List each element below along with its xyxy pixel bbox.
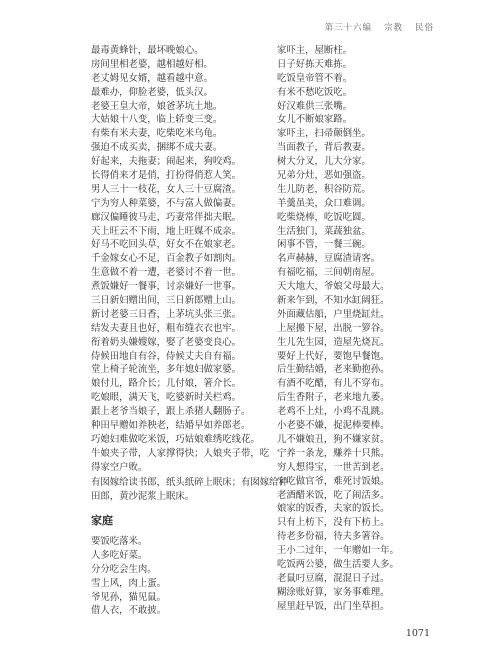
proverb-line: 要饭吃落米。	[91, 536, 148, 548]
proverb-line: 有柴有米夫妻，吃柴吃米乌龟。	[91, 128, 223, 140]
proverb-line: 好汉难供三张嘴。	[277, 100, 353, 112]
proverb-line: 结发夫妻且也好，粗布缝衣衣也牢。	[91, 322, 242, 334]
proverb-line: 堂上椅子轮流坐，多年媳妇做家婆。	[91, 364, 242, 376]
proverb-line: 吃饭皇帝管不着。	[277, 72, 353, 84]
proverb-line: 雪上风，肉上蛋。	[91, 577, 167, 589]
proverb-line: 老酒醋米饭，吃了闹活多。	[277, 489, 390, 501]
proverb-line: 长得俏来才是俏，打扮得俏惹人笑。	[91, 170, 242, 182]
proverb-line: 名声赫赫，豆腐渣请客。	[277, 253, 381, 265]
proverb-line: 树大分叉，儿大分家。	[277, 156, 371, 168]
proverb-line: 衔着奶头嫌嫂嫁，娶了老婆变良心。	[91, 336, 242, 348]
proverb-line: 要好上代好，要饱早餐饱。	[277, 350, 390, 362]
proverb-continuation: 得家空户败。	[91, 461, 148, 473]
proverb-line: 儿不嫌娘丑，狗不嫌家贫。	[277, 433, 390, 445]
proverb-line: 生儿防老，积谷防荒。	[277, 183, 371, 195]
proverb-line: 小老婆不嫌，捉泥棒要棒。	[277, 420, 390, 432]
proverb-line: 有酒不吃醋，有儿不穿布。	[277, 378, 390, 390]
proverb-line: 老婆王皇大帝，娘爸茅坑土地。	[91, 100, 223, 112]
proverb-line: 当面教子，背后教妻。	[277, 142, 371, 154]
proverb-line: 跟上老爷当娘子，跟上杀猪人翻肠子。	[91, 406, 251, 418]
proverb-line: 生意做不着一遭，老婆讨不着一世。	[91, 267, 242, 279]
proverb-line: 吃柴烧棒，吃饭吃圆。	[277, 211, 371, 223]
proverb-line: 王小二过年，一年赠如一年。	[277, 545, 399, 557]
proverb-line: 分分吃会生肉。	[91, 563, 157, 575]
proverb-line: 家吓主，屋断柱。	[277, 45, 353, 56]
proverb-line: 闲事不管，一餐三碗。	[277, 239, 371, 251]
proverb-line: 糊涂账好算，家务事难理。	[277, 586, 390, 598]
proverb-line: 天大地大，爷娘父母最大。	[277, 281, 390, 293]
proverb-line: 大姑娘十八变，临上轿变三变。	[91, 114, 223, 126]
proverb-line: 外面藏估船，户里烧缸灶。	[277, 308, 390, 320]
proverb-line: 生儿先生园，造屋先烧瓦。	[277, 336, 390, 348]
running-header	[324, 21, 434, 33]
proverb-line: 千金嫁女心不足，百金教子如割肉。	[91, 253, 242, 265]
proverb-line: 借人衣，不敢披。	[91, 605, 167, 617]
proverb-line: 男人三十一枝花，女人三十豆腐渣。	[91, 183, 242, 195]
proverb-paragraph: 有囡嫁给读书郎，纸头纸碎上眠床；有囡嫁给种田郎，黄沙泥浆上眠床。	[91, 476, 288, 502]
proverb-line: 好马不吃回头草，好女不在娘家老。	[91, 239, 242, 251]
proverb-line: 煮饭嫌好一餐事，讨亲嫌好一世事。	[91, 281, 242, 293]
proverb-line: 有福吃福，三间朝南屋。	[277, 267, 381, 279]
proverb-line: 娘付儿，路介长；儿付娘，箸介长。	[91, 378, 242, 390]
proverb-line: 最毒黄蜂针，最坏晚娘心。	[91, 45, 204, 56]
proverb-line: 有米不愁吃饭吃。	[277, 86, 353, 98]
proverb-line: 娘家的饭香，夫家的饭长。	[277, 503, 390, 515]
header-chapter: 第三十六编	[324, 23, 372, 33]
proverb-line: 宁吃做官爷，难死讨饭娘。	[277, 475, 390, 487]
proverb-line: 穷人想得宝，一世苦到老。	[277, 461, 390, 473]
proverb-line: 宁为穷人种菜婆，不与富人做偏妻。	[91, 197, 242, 209]
proverb-line: 女儿不断娘家路。	[277, 114, 353, 126]
proverb-line: 老丈姆见女婿，越看越中意。	[91, 72, 213, 84]
proverb-line: 侍候田地自有谷，侍候丈夫自有福。	[91, 350, 242, 362]
proverb-line: 上屋搬下屋，出脱一箩谷。	[277, 322, 390, 334]
proverb-line: 巧媳妇难做吃米饭，巧姑娘难绣吃线花。	[91, 433, 260, 445]
proverb-line: 家吓主，扫帚颠倒坐。	[277, 128, 371, 140]
proverb-line: 牛娘夹子带，人家撑得快；人娘夹子带，吃	[91, 447, 270, 459]
right-column	[277, 44, 457, 614]
header-topic: 民俗	[414, 23, 434, 33]
proverb-line: 廊汉偏睡彼马走，巧妻常伴拙夫眠。	[91, 211, 242, 223]
proverb-list-family-cont	[277, 44, 457, 614]
proverb-line: 种田早赠如养秧老，结婚早如养郎老。	[91, 420, 251, 432]
proverb-line: 三日新妇赠出间，三日新郎赠上山。	[91, 295, 242, 307]
proverb-line: 老鼠叼豆腐，混混日子过。	[277, 572, 390, 584]
left-column	[91, 44, 288, 618]
section-title-family: 家庭	[91, 514, 113, 528]
proverb-line: 房间里相老婆，越相越好相。	[91, 58, 213, 70]
proverb-line: 吃饭两公婆，做生活要人多。	[277, 558, 399, 570]
proverb-line: 强迫不成买卖，捆绑不成夫妻。	[91, 142, 223, 154]
proverb-line: 爷见孙，猫见鼠。	[91, 591, 167, 603]
proverb-line: 新讨老婆三日香，上茅坑头张三张。	[91, 308, 242, 320]
proverb-line: 最难办，仰脸老婆，低头汉。	[91, 86, 213, 98]
proverb-line: 宁养一条龙，赚养十只熊。	[277, 447, 390, 459]
proverb-line: 只有上枋下，没有下枋上。	[277, 517, 390, 529]
proverb-line: 吃娘眼，满天飞，吃婆新时关栏鸡。	[91, 392, 242, 404]
proverb-line: 待老多份福，待夫多箸谷。	[277, 531, 390, 543]
proverb-line: 天上旺云不下雨，地上旺媒不成亲。	[91, 225, 242, 237]
proverb-line: 后生勤结婚，老来勤抱孙。	[277, 364, 390, 376]
proverb-line: 羊羹虽美，众口难调。	[277, 197, 371, 209]
proverb-line: 生活独门，菜蔬独盆。	[277, 225, 371, 237]
proverb-line: 好起来，夫拖妻；闹起来，狗咬鸡。	[91, 156, 242, 168]
page-number: 1071	[405, 628, 430, 639]
proverb-line: 人多吃好菜。	[91, 549, 148, 561]
proverb-line: 日子好拣天难拣。	[277, 58, 353, 70]
proverb-line: 新来乍到，不知水缸阔狂。	[277, 295, 390, 307]
proverb-line: 屋里赶早饭，出门坐草担。	[277, 600, 390, 612]
proverb-list-family	[91, 535, 271, 618]
proverb-list-marriage	[91, 44, 271, 461]
proverb-line: 兄弟分灶，恶如强盗。	[277, 170, 371, 182]
header-part: 宗教	[383, 23, 403, 33]
proverb-line: 老鸡不上灶，小鸡不乱跳。	[277, 406, 390, 418]
proverb-line: 后生香附子，老来地九萎。	[277, 392, 390, 404]
